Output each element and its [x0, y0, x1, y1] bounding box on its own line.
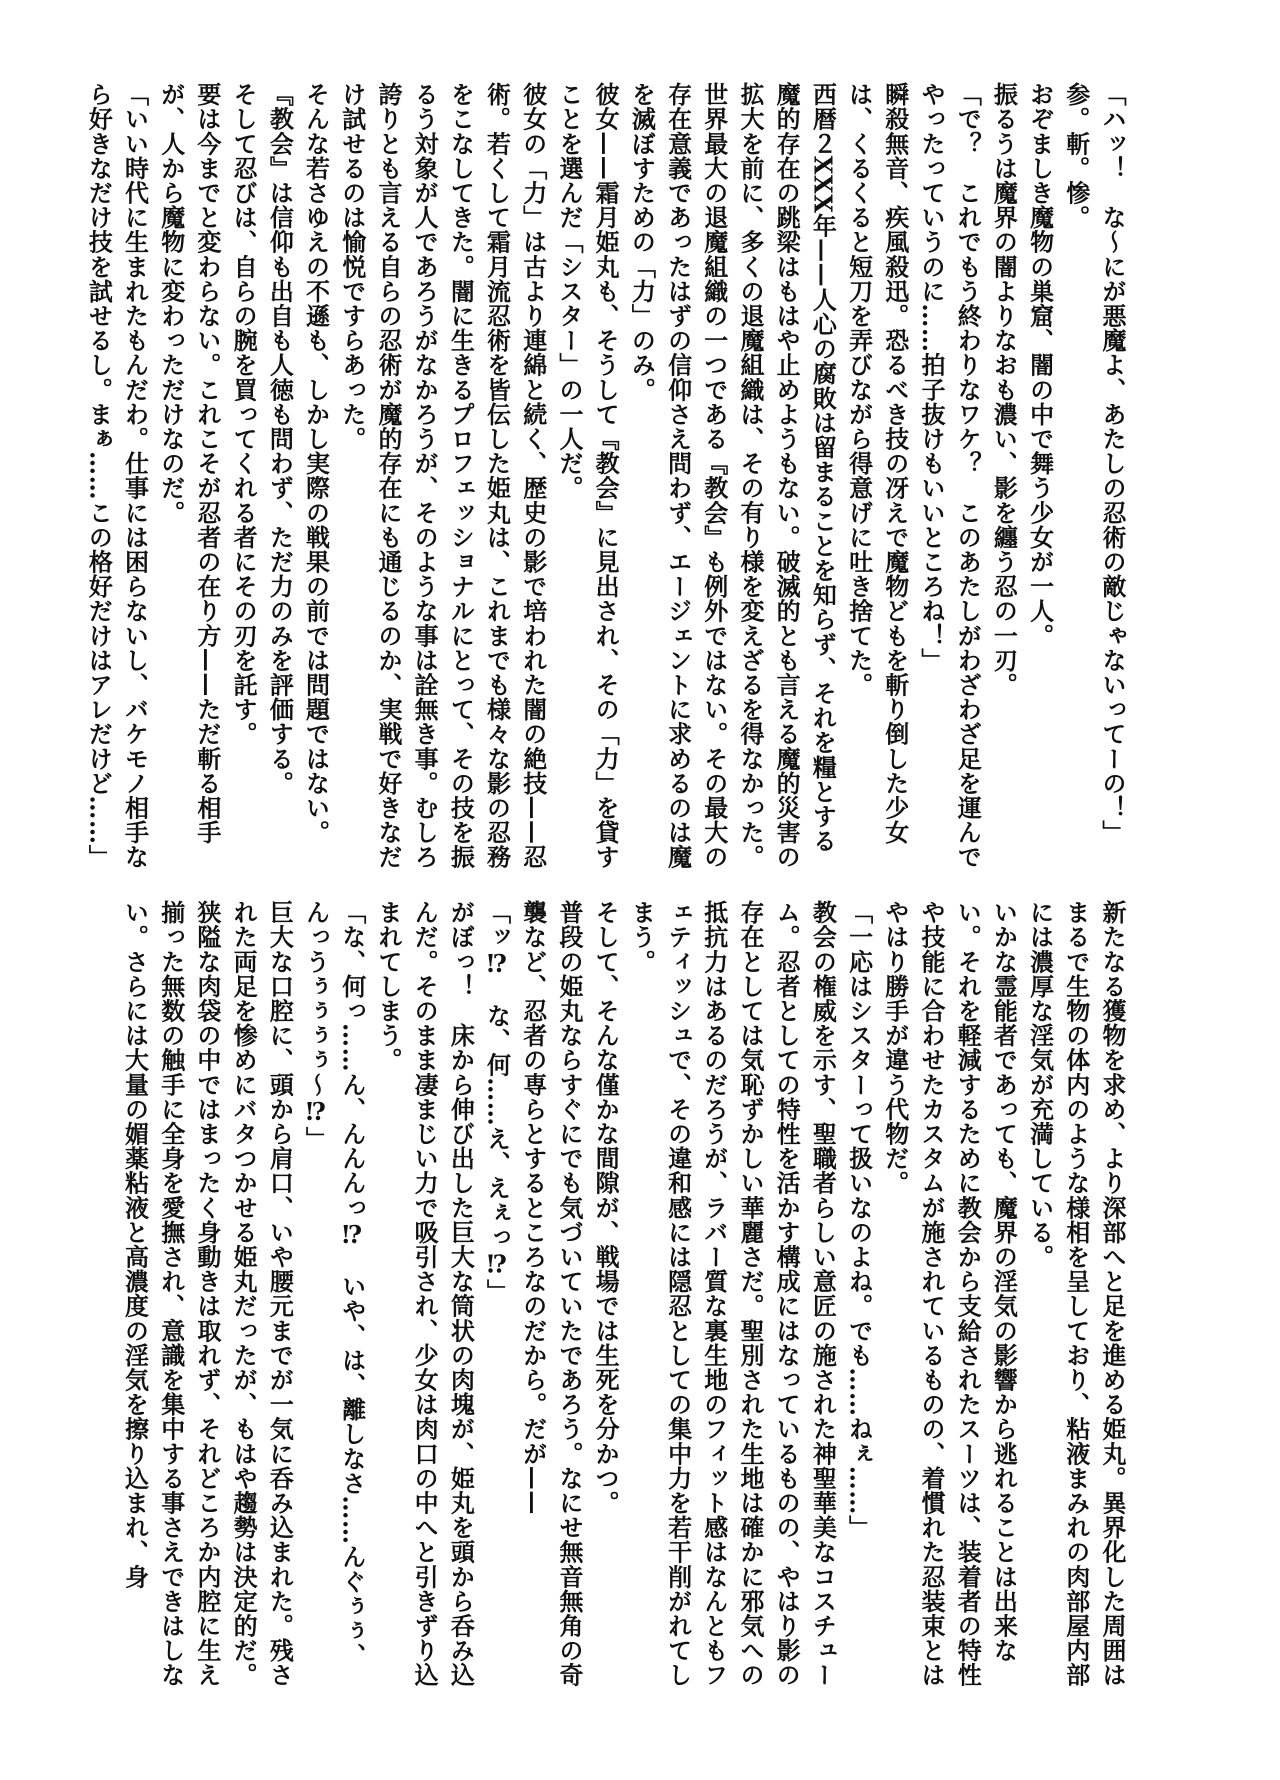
- paragraph: 西暦２XXX年——人心の腐敗は留まることを知らず、それを糧とする魔的存在の跳梁はもはや止めようもない。破滅的とも言える魔的災害の拡大を前に、多くの退魔組織は、その有り様を変えざるを得なかった。: [735, 82, 838, 870]
- paragraph: そして、そんな僅かな間隙が、戦場では生死を分かつ。: [591, 900, 621, 1515]
- paragraph: がぼっ！ 床から伸び出した巨大な筒状の肉塊が、姫丸を頭から呑み込んだ。そのまま凄まじい力で吸引され、少女は肉口の中へと引きずり込まれてしまう。: [373, 900, 476, 1688]
- paragraph: 「いい時代に生まれたもんだわ。仕事には困らないし、バケモノ相手なら好きなだけ技を試せるし。まぁ……この格好だけはアレだけど……」: [84, 82, 150, 870]
- paragraph: おぞましき魔物の巣窟、闇の中で舞う少女が一人。: [1025, 82, 1055, 648]
- paragraph: 「ハッ！ な〜にが悪魔よ、あたしの忍術の敵じゃないってーの！」: [1098, 82, 1127, 845]
- bottom-text-block: [120, 900, 1130, 1690]
- paragraph: 「な、何っ……ん、んんんっ⁉ いや、は、離しなさ……んぐぅぅ、んっうぅぅぅぅ〜⁉」: [301, 900, 367, 1668]
- paragraph: 「で？ これでもう終わりなワケ？ このあたしがわざわざ足を運んでやったっていうのに……拍子抜けもいいところね！」: [916, 82, 983, 870]
- paragraph: 要は今までと変わらない。これこそが忍者の在り方——ただ斬る相手が、人から魔物に変わっただけなのだ。: [156, 82, 222, 845]
- paragraph: 教会の権威を示す、聖職者らしい意匠の施された神聖華美なコスチューム。忍者としての特性を活かす構成にはなっているものの、やはり影の存在としては気恥ずかしい華麗さだ。聖別された生地は確かに邪気への抵抗力はあるのだろうが、ラバー質な裏生地のフィット感はなんともフェティッシュで、その違和感には隠忍としての集中力を若干削がれてしまう。: [627, 900, 838, 1688]
- paragraph: 参。斬。惨。: [1061, 82, 1091, 230]
- paragraph: 世界最大の退魔組織の一つである『教会』も例外ではない。その最大の存在意義であったはずの信仰さえ問わず、エージェントに求めるのは魔を滅ぼすための「力」のみ。: [627, 82, 729, 870]
- paragraph: 狭隘な肉袋の中ではまったく身動きは取れず、それどころか内腔に生え揃った無数の触手に全身を愛撫され、意識を集中する事さえできはしない。さらには大量の媚薬粘液と高濃度の淫気を擦り込まれ、身: [120, 900, 222, 1688]
- paragraph: 普段の姫丸ならすぐにでも気づいていたであろう。なにせ無音無角の奇襲など、忍者の専らとするところなのだから。だが——: [518, 900, 584, 1688]
- paragraph: 振るうは魔界の闇よりなおも濃い、影を纏う忍の一刃。: [989, 82, 1019, 697]
- paragraph: 「ッ⁉ な、何……え、えぇっ⁉」: [482, 900, 512, 1304]
- paragraph: 巨大な口腔に、頭から肩口、いや腰元までが一気に呑み込まれた。残された両足を惨めにバタつかせる姫丸だったが、もはや趨勢は決定的だ。: [229, 900, 295, 1688]
- paragraph: いかな霊能者であっても、魔界の淫気の影響から逃れることは出来ない。それを軽減するために教会から支給されたスーツは、装着者の特性や技能に合わせたカスタムが施されているものの、着慣れた忍装束とはやはり勝手が違う代物だ。: [880, 900, 1019, 1688]
- paragraph: 瞬殺無音、疾風殺迅。恐るべき技の冴えで魔物どもを斬り倒した少女は、くるくると短刀を弄びながら得意げに吐き捨てた。: [844, 82, 910, 845]
- paragraph: そんな若さゆえの不遜も、しかし実際の戦果の前では問題ではない。『教会』は信仰も出自も人徳も問わず、ただ力のみを評価する。: [265, 82, 331, 845]
- paragraph: 彼女——霜月姫丸も、そうして『教会』に見出され、その「力」を貸すことを選んだ「シスター」の一人だ。: [554, 82, 621, 870]
- top-text-block: [84, 82, 1130, 872]
- paragraph: 「一応はシスターって扱いなのよね。でも……ねぇ……」: [844, 900, 874, 1540]
- paragraph: 彼女の「力」は古より連綿と続く、歴史の影で培われた闇の絶技——忍術。若くして霜月流忍術を皆伝した姫丸は、これまでも様々な影の忍務をこなしてきた。闇に生きるプロフェッショナルにとって、その技を振るう対象が人であろうがなかろうが、そのような事は詮無き事。むしろ誇りとも言える自らの忍術が魔的存在にも通じるのか、実戦で好きなだけ試せるのは愉悦ですらあった。: [337, 82, 548, 870]
- paragraph: そして忍びは、自らの腕を買ってくれる者にその刃を託す。: [229, 82, 259, 747]
- paragraph: 新たなる獲物を求め、より深部へと足を進める姫丸。異界化した周囲はまるで生物の体内のような様相を呈しており、粘液まみれの肉部屋内部には濃厚な淫気が充満している。: [1025, 900, 1127, 1688]
